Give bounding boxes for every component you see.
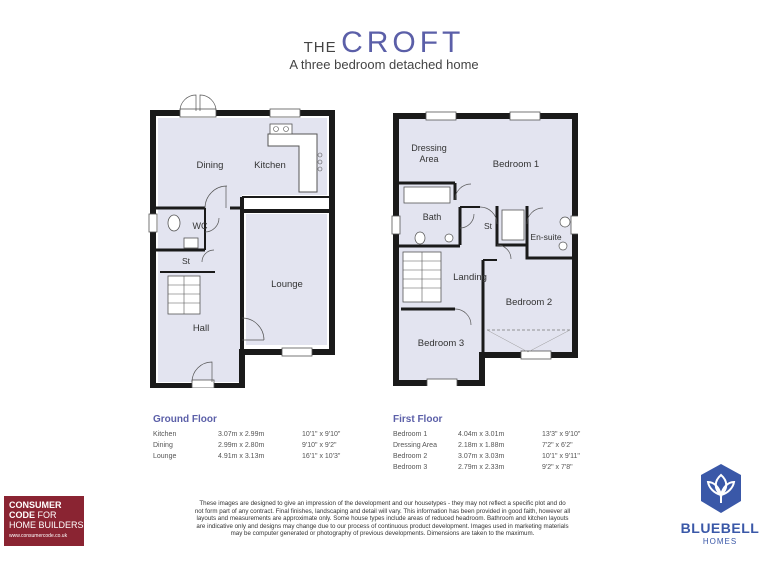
window-kitchen: [270, 109, 300, 117]
brand-sub: HOMES: [702, 537, 738, 546]
schedule-metric: 3.07m x 3.03m: [458, 453, 505, 460]
schedule-row: [393, 464, 580, 475]
label-st-ground: St: [181, 256, 191, 266]
title-name: CROFT: [341, 26, 465, 59]
schedule-row: [153, 442, 340, 453]
label-wc: WC: [192, 221, 208, 231]
cc-line1: CONSUMER: [9, 500, 62, 510]
schedule-metric: 3.07m x 2.99m: [218, 431, 265, 438]
cc-line2: CODE: [9, 510, 36, 520]
schedule-imperial: 9'2" x 7'8": [542, 464, 573, 471]
schedule-metric: 4.91m x 3.13m: [218, 453, 265, 460]
cc-url: www.consumercode.co.uk: [9, 533, 68, 539]
schedule-row: [153, 453, 340, 464]
schedule-imperial: 13'3" x 9'10": [542, 431, 581, 438]
cc-line2b: FOR: [37, 510, 57, 520]
ground-floor-heading: Ground Floor: [153, 414, 217, 425]
schedule-row: [393, 431, 580, 442]
ground-floor-plan: [148, 88, 338, 388]
shower: [502, 210, 524, 240]
schedule-room: Bedroom 1: [393, 431, 428, 438]
disclaimer-line: layouts and measurements are approximate only. Some house types include areas of reduced headroom. Bathroom and kitchen layouts: [196, 515, 569, 523]
bath-tub: [404, 187, 450, 203]
window-dressing: [426, 112, 456, 120]
schedule-row: [153, 431, 340, 442]
window-wc: [149, 214, 157, 232]
first-floor-heading: First Floor: [393, 414, 443, 425]
plan-subtitle: A three bedroom detached home: [289, 57, 479, 72]
window-ensuite: [571, 216, 578, 234]
label-bath: Bath: [422, 212, 442, 222]
label-landing: Landing: [453, 272, 487, 283]
schedule-imperial: 9'10" x 9'2": [302, 442, 337, 449]
schedule-metric: 4.04m x 3.01m: [458, 431, 505, 438]
schedule-room: Dining: [153, 442, 173, 449]
label-ensuite: En-suite: [530, 232, 562, 242]
brand-name: BLUEBELL: [680, 520, 760, 536]
cc-line3: HOME BUILDERS: [9, 520, 84, 530]
schedule-room: Lounge: [153, 453, 177, 460]
disclaimer-line: These images are designed to give an impression of the development and our housetypes - they may not reflect a specific plot and do: [199, 500, 566, 507]
window-lounge: [282, 348, 312, 356]
first-floor-schedule: [393, 431, 580, 475]
schedule-room: Dressing Area: [393, 442, 437, 449]
window-bath: [392, 216, 400, 234]
plan-title: [0, 26, 768, 60]
label-hall: Hall: [192, 323, 210, 334]
disclaimer: [140, 500, 625, 538]
bluebell-flower-icon: [697, 462, 745, 516]
label-kitchen: Kitchen: [254, 160, 286, 171]
ground-floor-schedule: [153, 431, 340, 464]
title-the: THE: [303, 39, 337, 56]
schedule-metric: 2.99m x 2.80m: [218, 442, 265, 449]
first-floor-plan: [388, 108, 578, 386]
schedule-imperial: 10'1" x 9'10": [302, 431, 341, 438]
disclaimer-line: may be computer generated or photography of previous developments. Dimensions are taken to the maximum.: [230, 530, 535, 538]
label-dining: Dining: [196, 160, 224, 171]
label-lounge: Lounge: [271, 279, 303, 290]
schedule-room: Bedroom 2: [393, 453, 428, 460]
schedule-row: [393, 453, 580, 464]
consumer-code-logo: [4, 496, 84, 546]
label-dressing-1: Dressing: [411, 143, 447, 153]
label-bedroom3: Bedroom 3: [417, 338, 465, 349]
window-bed1: [510, 112, 540, 120]
schedule-imperial: 10'1" x 9'11": [542, 453, 580, 460]
label-st-first: St: [483, 221, 493, 231]
schedule-room: Bedroom 3: [393, 464, 428, 471]
label-bedroom1: Bedroom 1: [492, 159, 540, 170]
label-dressing-2: Area: [419, 154, 439, 164]
schedule-imperial: 16'1" x 10'3": [302, 453, 341, 460]
schedule-row: [393, 442, 580, 453]
label-bedroom2: Bedroom 2: [505, 297, 553, 308]
window-bed3: [427, 379, 457, 386]
schedule-metric: 2.79m x 2.33m: [458, 464, 505, 471]
schedule-room: Kitchen: [153, 431, 177, 438]
schedule-metric: 2.18m x 1.88m: [458, 442, 505, 449]
disclaimer-line: not form part of any contract. Final finishes, landscaping and detail will vary. This information has been provided in good faith, however all: [194, 507, 571, 515]
schedule-imperial: 7'2" x 6'2": [542, 442, 573, 449]
window-bed2: [521, 351, 551, 359]
disclaimer-line: are indicative only and designs may change due to our process of continuous product development. Images used in marketing materials: [196, 522, 569, 530]
